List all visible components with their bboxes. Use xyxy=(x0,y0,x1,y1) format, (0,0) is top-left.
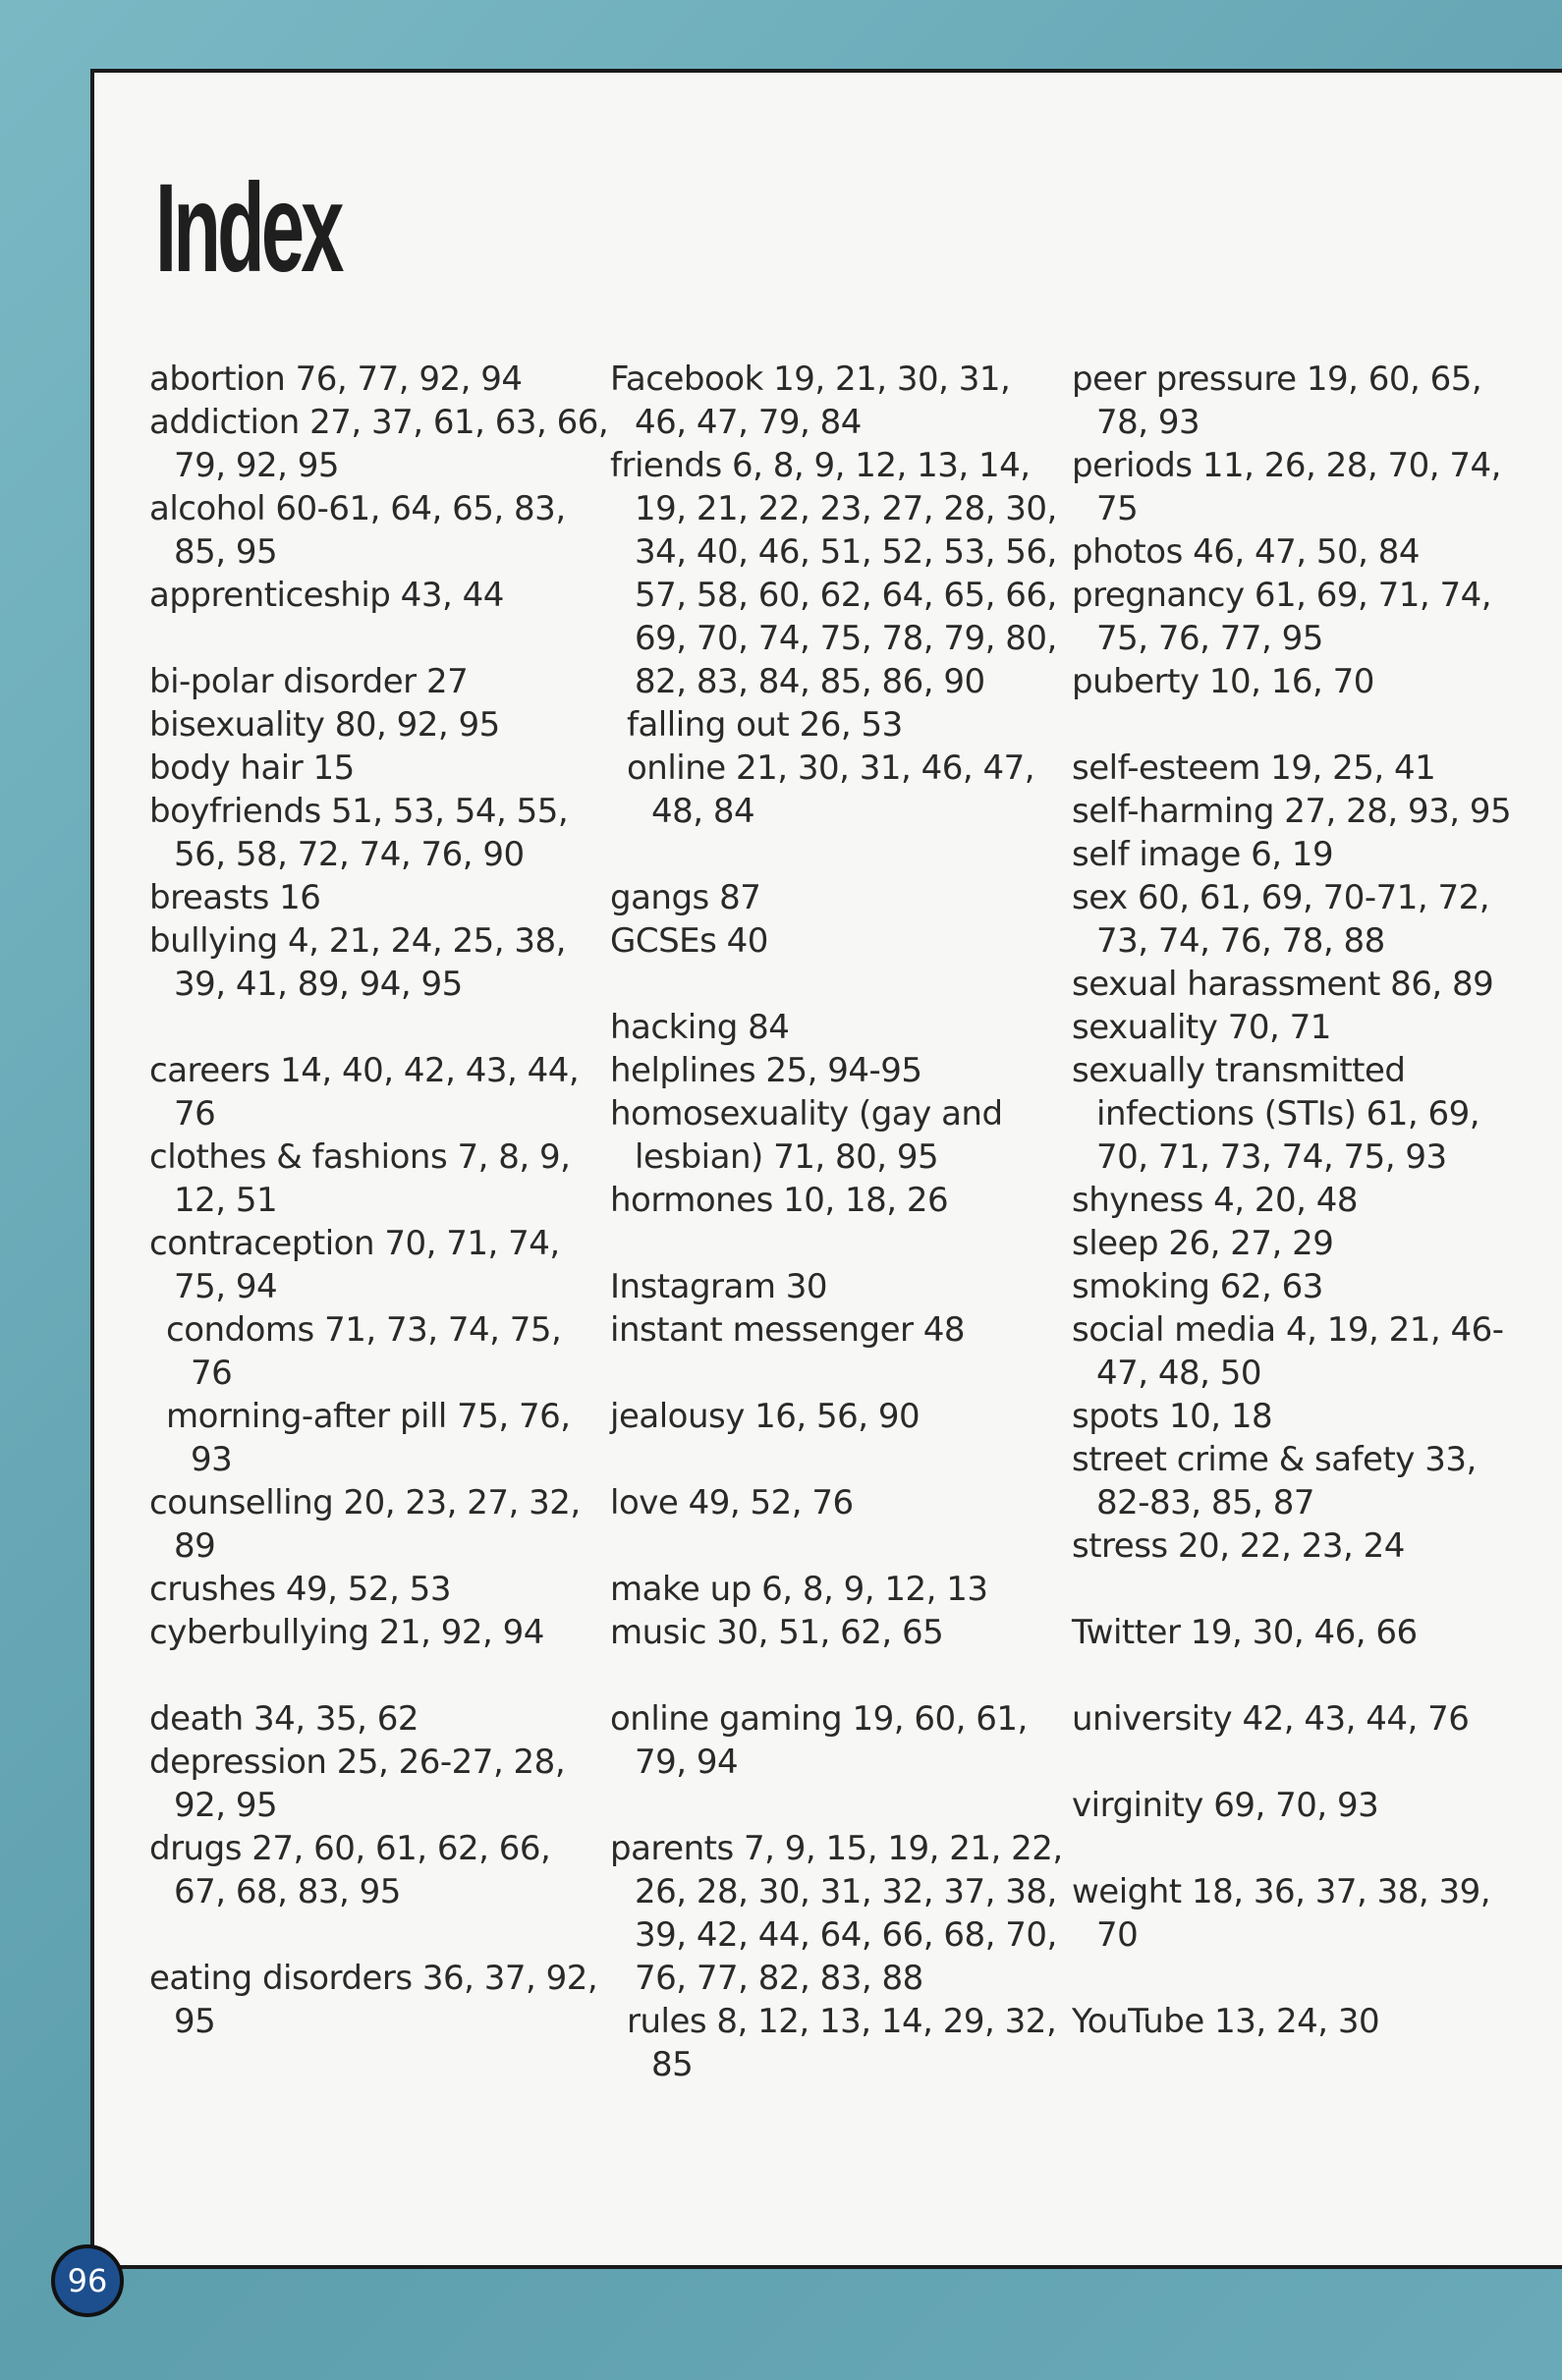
index-entry: cyberbullying 21, 92, 94 xyxy=(149,1613,544,1652)
index-column-1 xyxy=(149,358,611,2043)
index-entry: love 49, 52, 76 xyxy=(610,1483,854,1522)
index-entry: music 30, 51, 62, 65 xyxy=(610,1613,944,1652)
entry-gap xyxy=(610,963,1072,1006)
index-entry: self-esteem 19, 25, 41 xyxy=(1072,748,1436,788)
entry-gap xyxy=(610,1654,1072,1697)
index-entry: spots 10, 18 xyxy=(1072,1397,1273,1436)
index-entry: eating disorders 36, 37, 92, 95 xyxy=(149,1959,598,2041)
entry-gap xyxy=(610,1222,1072,1265)
index-entry: YouTube 13, 24, 30 xyxy=(1072,2002,1380,2041)
index-subentry: falling out 26, 53 xyxy=(627,705,903,745)
index-entry: careers 14, 40, 42, 43, 44, 76 xyxy=(149,1051,580,1134)
index-entry: helplines 25, 94-95 xyxy=(610,1051,922,1090)
index-entry: hacking 84 xyxy=(610,1008,790,1047)
index-column-3 xyxy=(1072,358,1534,2043)
index-entry: alcohol 60-61, 64, 65, 83, 85, 95 xyxy=(149,489,566,572)
index-entry: homosexuality (gay and lesbian) 71, 80, 95 xyxy=(610,1094,1003,1177)
index-entry: sleep 26, 27, 29 xyxy=(1072,1224,1334,1263)
index-entry: weight 18, 36, 37, 38, 39, 70 xyxy=(1072,1872,1491,1955)
entry-gap xyxy=(1072,1741,1534,1784)
index-entry: Twitter 19, 30, 46, 66 xyxy=(1072,1613,1418,1652)
index-entry: gangs 87 xyxy=(610,878,761,917)
index-subentry: online 21, 30, 31, 46, 47, 48, 84 xyxy=(627,748,1035,831)
entry-gap xyxy=(1072,1957,1534,2000)
index-subentry: morning-after pill 75, 76, 93 xyxy=(166,1397,571,1479)
index-entry: self-harming 27, 28, 93, 95 xyxy=(1072,792,1512,831)
entry-gap xyxy=(149,1654,611,1697)
index-entry: sexual harassment 86, 89 xyxy=(1072,965,1494,1004)
index-entry: sex 60, 61, 69, 70-71, 72, 73, 74, 76, 78, 88 xyxy=(1072,878,1490,961)
index-entry: stress 20, 22, 23, 24 xyxy=(1072,1526,1405,1566)
index-entry: pregnancy 61, 69, 71, 74, 75, 76, 77, 95 xyxy=(1072,576,1492,658)
entry-gap xyxy=(149,1913,611,1957)
index-entry: sexually transmitted infections (STIs) 61, 69, 70, 71, 73, 74, 75, 93 xyxy=(1072,1051,1480,1177)
index-subentry: rules 8, 12, 13, 14, 29, 32, 85 xyxy=(627,2002,1057,2084)
index-subentry: condoms 71, 73, 74, 75, 76 xyxy=(166,1310,562,1393)
index-entry: friends 6, 8, 9, 12, 13, 14, 19, 21, 22, 23, 27, 28, 30, 34, 40, 46, 51, 52, 53, 56, 57, 58, 60, 62, 64, 65, 66, 69, 70, 74, 75, 78, 79, 80, 82, 83, 84, 85, 86, 90 xyxy=(610,446,1057,701)
page-title: Index xyxy=(155,158,341,299)
index-entry: addiction 27, 37, 61, 63, 66, 79, 92, 95 xyxy=(149,403,609,485)
index-column-2 xyxy=(610,358,1072,2086)
index-entry: crushes 49, 52, 53 xyxy=(149,1570,451,1609)
index-entry: abortion 76, 77, 92, 94 xyxy=(149,360,523,399)
index-entry: street crime & safety 33, 82-83, 85, 87 xyxy=(1072,1440,1477,1522)
entry-gap xyxy=(149,617,611,660)
entry-gap xyxy=(1072,1654,1534,1697)
index-entry: jealousy 16, 56, 90 xyxy=(610,1397,920,1436)
entry-gap xyxy=(1072,1827,1534,1870)
index-entry: sexuality 70, 71 xyxy=(1072,1008,1331,1047)
index-entry: make up 6, 8, 9, 12, 13 xyxy=(610,1570,988,1609)
index-entry: GCSEs 40 xyxy=(610,921,768,961)
index-entry: university 42, 43, 44, 76 xyxy=(1072,1699,1470,1739)
index-entry: drugs 27, 60, 61, 62, 66, 67, 68, 83, 95 xyxy=(149,1829,551,1911)
entry-gap xyxy=(610,833,1072,876)
index-entry: shyness 4, 20, 48 xyxy=(1072,1181,1358,1220)
entry-gap xyxy=(610,1784,1072,1827)
entry-gap xyxy=(610,1352,1072,1395)
index-entry: self image 6, 19 xyxy=(1072,835,1334,874)
index-entry: death 34, 35, 62 xyxy=(149,1699,419,1739)
index-entry: smoking 62, 63 xyxy=(1072,1267,1323,1306)
index-entry: virginity 69, 70, 93 xyxy=(1072,1786,1379,1825)
index-page xyxy=(90,69,1562,2269)
index-entry: contraception 70, 71, 74, 75, 94 xyxy=(149,1224,560,1306)
index-entry: Instagram 30 xyxy=(610,1267,828,1306)
index-entry: periods 11, 26, 28, 70, 74, 75 xyxy=(1072,446,1501,528)
index-entry: peer pressure 19, 60, 65, 78, 93 xyxy=(1072,360,1482,442)
entry-gap xyxy=(149,1006,611,1049)
entry-gap xyxy=(1072,703,1534,747)
index-entry: bi-polar disorder 27 xyxy=(149,662,469,701)
entry-gap xyxy=(610,1524,1072,1568)
entry-gap xyxy=(1072,1568,1534,1611)
index-entry: puberty 10, 16, 70 xyxy=(1072,662,1374,701)
index-entry: counselling 20, 23, 27, 32, 89 xyxy=(149,1483,581,1566)
index-entry: bullying 4, 21, 24, 25, 38, 39, 41, 89, 94, 95 xyxy=(149,921,566,1004)
index-entry: breasts 16 xyxy=(149,878,321,917)
index-entry: parents 7, 9, 15, 19, 21, 22, 26, 28, 30, 31, 32, 37, 38, 39, 42, 44, 64, 66, 68, 70, 76, 77, 82, 83, 88 xyxy=(610,1829,1063,1998)
index-entry: online gaming 19, 60, 61, 79, 94 xyxy=(610,1699,1028,1782)
entry-gap xyxy=(610,1438,1072,1481)
index-entry: Facebook 19, 21, 30, 31, 46, 47, 79, 84 xyxy=(610,360,1011,442)
index-entry: apprenticeship 43, 44 xyxy=(149,576,504,615)
index-entry: boyfriends 51, 53, 54, 55, 56, 58, 72, 74, 76, 90 xyxy=(149,792,569,874)
index-entry: hormones 10, 18, 26 xyxy=(610,1181,949,1220)
index-entry: instant messenger 48 xyxy=(610,1310,966,1350)
index-entry: body hair 15 xyxy=(149,748,355,788)
index-entry: clothes & fashions 7, 8, 9, 12, 51 xyxy=(149,1137,571,1220)
index-entry: photos 46, 47, 50, 84 xyxy=(1072,532,1420,572)
index-entry: depression 25, 26-27, 28, 92, 95 xyxy=(149,1743,566,1825)
index-entry: social media 4, 19, 21, 46-47, 48, 50 xyxy=(1072,1310,1504,1393)
page-number-badge xyxy=(51,2244,124,2317)
index-entry: bisexuality 80, 92, 95 xyxy=(149,705,500,745)
page-number: 96 xyxy=(67,2262,108,2299)
